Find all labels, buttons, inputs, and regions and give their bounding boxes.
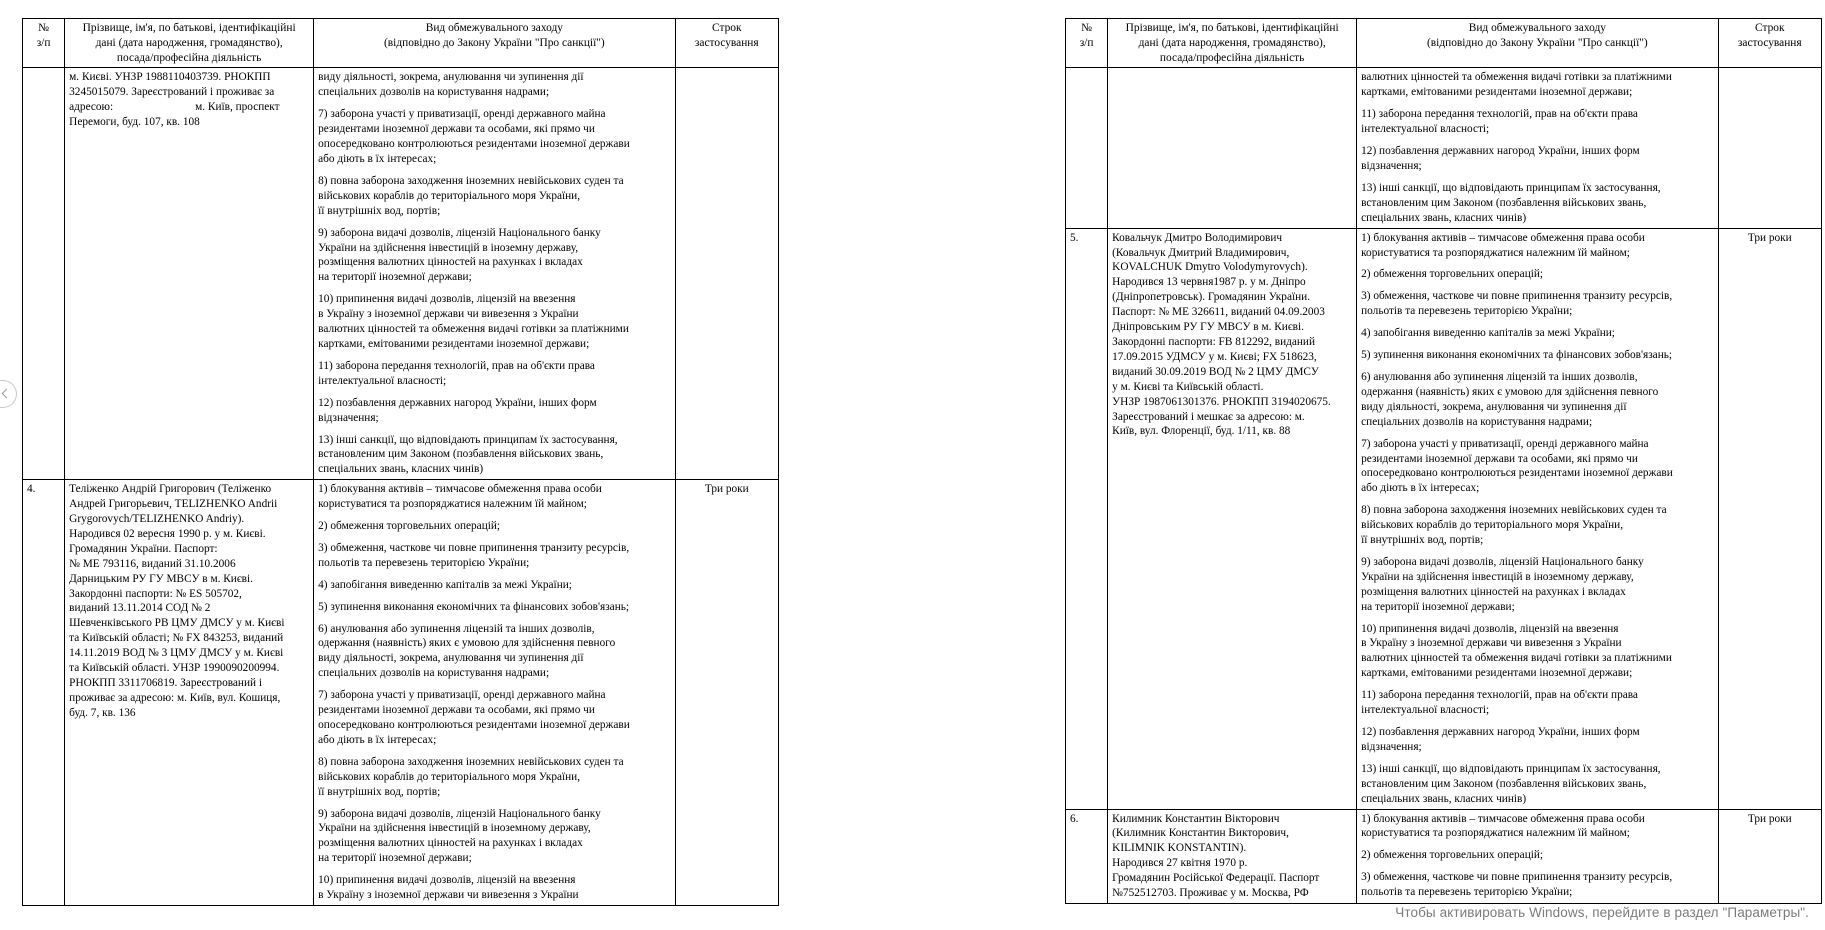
measure-item-3: 3) обмеження, часткове чи повне припинення транзиту ресурсів, польотів та перевезень територією України; [318, 541, 630, 569]
row-number-cell: 4. [23, 480, 65, 906]
measures-cell [314, 480, 675, 906]
windows-activation-watermark: Чтобы активировать Windows, перейдите в раздел "Параметры". [1395, 905, 1809, 920]
row-number-cell: 6. [1066, 809, 1108, 903]
measure-item-12: 12) позбавлення державних нагород України, інших форм відзначення; [1361, 726, 1640, 753]
measure-item-7: 7) заборона участі у приватизації, оренді державного майна резидентами іноземної держави та особами, які прямо чи опосередковано контролюються резидентами іноземної держави або діють в їх інтересах; [318, 689, 630, 746]
measure-item-13: 13) інші санкції, що відповідають принципам їх застосування, встановленим цим Законом (позбавлення військових звань, спеціальних звань, класних чинів) [1361, 762, 1661, 805]
measure-item-2: 2) обмеження торговельних операцій; [318, 520, 501, 533]
table-body-left [23, 68, 779, 906]
person-data-cell [1108, 68, 1357, 228]
term-cell: Три роки [1718, 809, 1821, 903]
measure-item-11: 11) заборона передання технологій, прав на об'єкти права інтелектуальної власності; [1361, 689, 1638, 717]
measure-item-1: 1) блокування активів – тимчасове обмеження права особи користуватися та розпоряджатися належним їй майном; [318, 483, 602, 511]
measure-item-6: 6) анулювання або зупинення ліцензій та інших дозволів, одержання (наявність) яких є умовою для здійснення певного виду діяльності, зокрема, анулювання чи зупинення дії спеціальних дозволів на користування надрами; [1361, 370, 1659, 428]
table-row-continuation [23, 68, 779, 480]
term-cell [675, 68, 778, 480]
measure-item-13: 13) інші санкції, що відповідають принципам їх застосування, встановленим цим Законом (позбавлення військових звань, спеціальних звань, класних чинів) [1361, 181, 1661, 224]
measures-cell [314, 68, 675, 480]
measures-cell [1357, 809, 1718, 903]
measure-item-7: 7) заборона участі у приватизації, оренді державного майна резидентами іноземної держави та особами, які прямо чи опосередковано контролюються резидентами іноземної держави або діють в їх інтересах; [318, 108, 630, 166]
table-row-entry-5 [1066, 228, 1822, 809]
measure-item-6-tail: виду діяльності, зокрема, анулювання чи зупинення дії спеціальних дозволів на користування надрами; [318, 71, 584, 99]
header-row [23, 19, 779, 68]
document-page-right [1065, 18, 1822, 904]
header-cell-person-data: Прізвище, ім'я, по батькові, ідентифікаційні дані (дата народження, громадянство), посада/професійна діяльність [1108, 19, 1357, 68]
table-row-continuation [1066, 68, 1822, 228]
measures-cell [1357, 228, 1718, 809]
measure-item-10: 10) припинення видачі дозволів, ліцензій на ввезення в Україну з іноземної держави чи вивезення з України валютних цінностей та обмеження видачі готівки за платіжними картками, емітованими резидентами іноземної держави; [1361, 622, 1672, 680]
term-cell [1718, 68, 1821, 228]
sanctions-table-right [1065, 18, 1822, 904]
header-cell-number: № з/п [1066, 19, 1108, 68]
measure-item-8: 8) повна заборона заходження іноземних невійськових суден та військових кораблів до територіального моря України, її внутрішніх вод, портів; [318, 174, 624, 217]
header-cell-term: Строк застосування [1718, 19, 1821, 68]
measure-item-10-tail: валютних цінностей та обмеження видачі готівки за платіжними картками, емітованими резидентами іноземної держави; [1361, 71, 1672, 99]
measure-item-1: 1) блокування активів – тимчасове обмеження права особи користуватися та розпоряджатися належним їй майном; [1361, 812, 1645, 840]
measure-item-5: 5) зупинення виконання економічних та фінансових зобов'язань; [318, 600, 630, 613]
header-cell-measure-type: Вид обмежувального заходу (відповідно до Закону України "Про санкції") [314, 19, 675, 68]
person-identification-lines: Килимник Константин Вікторович (Килимник Константин Викторович, KILIMNIK KONSTANTIN). Народився 27 квітня 1970 р. Громадянин Російської Федерації. Паспорт №752512703. Проживає у м. Москва, РФ [1112, 812, 1320, 900]
measure-item-9: 9) заборона видачі дозволів, ліцензій Національного банку України на здійснення інвестицій в іноземному державу, розміщення валютних цінностей на рахунках і вкладах на території іноземної держави; [1361, 555, 1644, 613]
measure-item-11: 11) заборона передання технологій, прав на об'єкти права інтелектуальної власності; [318, 359, 595, 387]
header-cell-person-data: Прізвище, ім'я, по батькові, ідентифікаційні дані (дата народження, громадянство), посада/професійна діяльність [65, 19, 314, 68]
measure-item-12: 12) позбавлення державних нагород України, інших форм відзначення; [318, 396, 597, 424]
measure-item-8: 8) повна заборона заходження іноземних невійськових суден та військових кораблів до територіального моря України, її внутрішніх вод, портів; [1361, 504, 1667, 547]
person-data-cell [1108, 228, 1357, 809]
measure-item-9: 9) заборона видачі дозволів, ліцензій Національного банку України на здійснення інвестицій в іноземному державу, розміщення валютних цінностей на рахунках і вкладах на території іноземної держави; [318, 807, 601, 865]
table-body-right [1066, 68, 1822, 904]
person-identification-lines: м. Києві. УНЗР 1988110403739. РНОКПП 3245015079. Зареєстрований і проживає за адресою: м. Київ, проспект Перемоги, буд. 107, кв. 108 [69, 70, 309, 130]
table-header-right [1066, 19, 1822, 68]
measure-item-2: 2) обмеження торговельних операцій; [1361, 268, 1544, 281]
measure-item-13: 13) інші санкції, що відповідають принципам їх застосування, встановленим цим Законом (позбавлення військових звань, спеціальних звань, класних чинів) [318, 433, 618, 476]
measure-item-7: 7) заборона участі у приватизації, оренді державного майна резидентами іноземної держави та особами, які прямо чи опосередковано контролюються резидентами іноземної держави або діють в їх інтересах; [1361, 437, 1673, 495]
measures-cell [1357, 68, 1718, 228]
row-number-cell [23, 68, 65, 480]
page-scroll-handle[interactable] [0, 380, 17, 408]
measure-item-6: 6) анулювання або зупинення ліцензій та інших дозволів, одержання (наявність) яких є умовою для здійснення певного виду діяльності, зокрема, анулювання чи зупинення дії спеціальних дозволів на користування надрами; [318, 622, 616, 680]
row-number-cell: 5. [1066, 228, 1108, 809]
measure-item-5: 5) зупинення виконання економічних та фінансових зобов'язань; [1361, 349, 1673, 362]
table-row-entry-4 [23, 480, 779, 906]
person-data-cell [65, 480, 314, 906]
table-header-left [23, 19, 779, 68]
measure-item-9: 9) заборона видачі дозволів, ліцензій Національного банку України на здійснення інвестицій в іноземну державу, розміщення валютних цінностей на рахунках і вкладах на території іноземної держави; [318, 226, 601, 284]
measure-item-10: 10) припинення видачі дозволів, ліцензій на ввезення в Україну з іноземної держави чи вивезення з України [318, 874, 579, 902]
measure-item-8: 8) повна заборона заходження іноземних невійськових суден та військових кораблів до територіального моря України, її внутрішніх вод, портів; [318, 755, 624, 798]
person-data-cell [65, 68, 314, 480]
measure-item-3: 3) обмеження, часткове чи повне припинення транзиту ресурсів, польотів та перевезень територією України; [1361, 290, 1673, 318]
measure-item-4: 4) запобігання виведенню капіталів за межі України; [1361, 327, 1615, 340]
person-identification-lines: Теліженко Андрій Григорович (Теліженко Андрей Григорьевич, TELIZHENKO Andrii Grygorovych/TELIZHENKO Andriy). Народився 02 вересня 1990 р. у м. Києві. Громадянин України. Паспорт: № МЕ 793116, виданий 31.10.2006 Дарницьким РУ ГУ МВСУ в м. Києві. Закордонні паспорти: № ES 505702, виданий 13.11.2014 СОД № 2 Шевченківського РВ ЦМУ ДМСУ у м. Києві та Київській області; № FX 843253, виданий 14.11.2019 ВОД № 3 ЦМУ ДМСУ у м. Києві та Київській області. УНЗР 1990090200994. РНОКПП 3311706819. Зареєстрований і проживає за адресою: м. Київ, вул. Кошиця, буд. 7, кв. 136 [69, 483, 285, 719]
sanctions-table-left [22, 18, 779, 906]
measure-item-4: 4) запобігання виведенню капіталів за межі України; [318, 578, 572, 591]
person-data-cell [1108, 809, 1357, 903]
header-row [1066, 19, 1822, 68]
person-identification-lines: Ковальчук Дмитро Володимирович (Ковальчук Дмитрий Владимирович, KOVALCHUK Dmytro Volodymyrovych). Народився 13 червня1987 р. у м. Дніпро (Дніпропетровськ). Громадянин України. Паспорт: № МЕ 326611, виданий 04.09.2003 Дніпровським РУ ГУ МВСУ в м. Києві. Закордонні паспорти: FB 812292, виданий 17.09.2015 УДМСУ у м. Києві; FX 518623, виданий 30.09.2019 ВОД № 2 ЦМУ ДМСУ у м. Києві та Київській області. УНЗР 1987061301376. РНОКПП 3194020675. Зареєстрований і мешкає за адресою: м. Київ, вул. Флоренції, буд. 1/11, кв. 88 [1112, 231, 1331, 438]
header-cell-measure-type: Вид обмежувального заходу (відповідно до Закону України "Про санкції") [1357, 19, 1718, 68]
header-cell-term: Строк застосування [675, 19, 778, 68]
measure-item-1: 1) блокування активів – тимчасове обмеження права особи користуватися та розпоряджатися належним їй майном; [1361, 231, 1645, 259]
row-number-cell [1066, 68, 1108, 228]
table-row-entry-6 [1066, 809, 1822, 903]
measure-item-11: 11) заборона передання технологій, прав на об'єкти права інтелектуальної власності; [1361, 108, 1638, 136]
measure-item-2: 2) обмеження торговельних операцій; [1361, 849, 1544, 862]
header-cell-number: № з/п [23, 19, 65, 68]
term-cell: Три роки [675, 480, 778, 906]
measure-item-12: 12) позбавлення державних нагород України, інших форм відзначення; [1361, 145, 1640, 173]
term-cell: Три роки [1718, 228, 1821, 809]
address-line-with-gap: адресою: м. Київ, проспект [69, 101, 280, 114]
measure-item-3: 3) обмеження, часткове чи повне припинення транзиту ресурсів, польотів та перевезень територією України; [1361, 871, 1673, 899]
measure-item-10: 10) припинення видачі дозволів, ліцензій на ввезення в Україну з іноземної держави чи вивезення з України валютних цінностей та обмеження видачі готівки за платіжними картками, емітованими резидентами іноземної держави; [318, 293, 629, 350]
document-page-left [22, 18, 779, 906]
